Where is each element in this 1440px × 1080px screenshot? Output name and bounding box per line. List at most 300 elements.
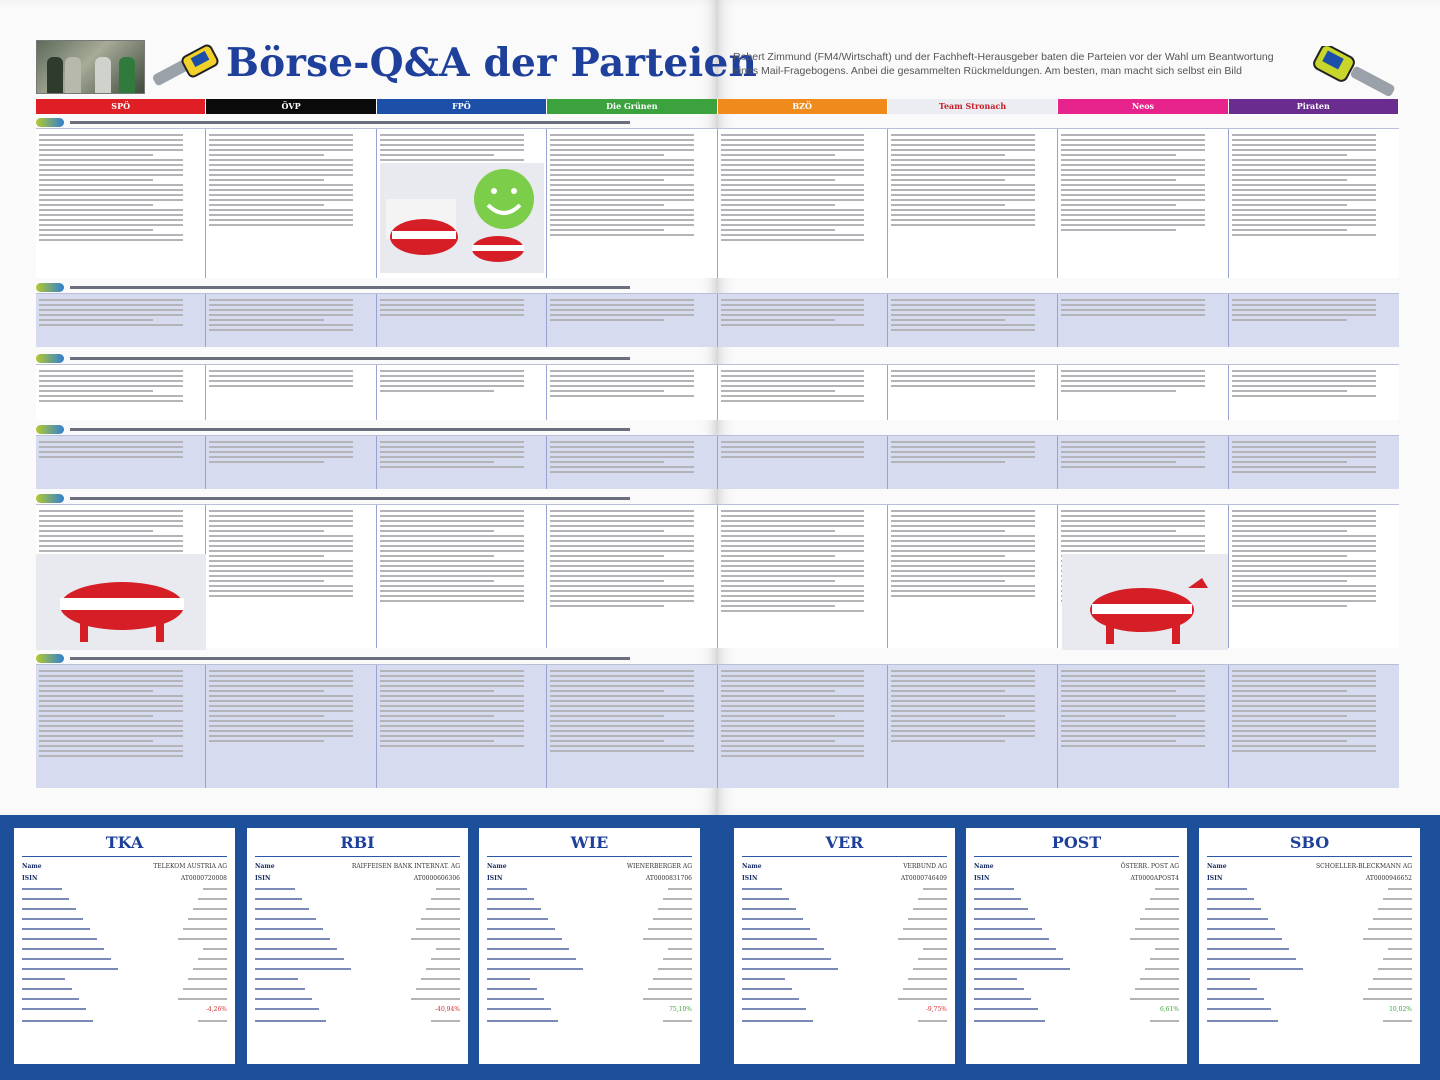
- answer-cell: [1058, 665, 1228, 788]
- answer-text-line: [891, 540, 1035, 542]
- answer-text-line: [891, 179, 1005, 181]
- answer-text-line: [39, 224, 183, 226]
- answer-text-line: [1061, 466, 1205, 468]
- stock-info-value: [1368, 988, 1412, 990]
- answer-text-line: [891, 134, 1035, 136]
- answer-text-line: [39, 700, 183, 702]
- stock-info-value: [1150, 1020, 1179, 1022]
- answer-text-line: [721, 735, 865, 737]
- stock-info-label: [255, 938, 330, 940]
- stock-info-label: [974, 1008, 1038, 1010]
- answer-text-line: [1232, 670, 1377, 672]
- question-heading: [36, 652, 1399, 665]
- question-badge-icon: [36, 494, 64, 503]
- answer-text-line: [891, 570, 1035, 572]
- answer-text-line: [721, 715, 835, 717]
- answer-text-line: [891, 461, 1005, 463]
- answer-text-line: [1232, 510, 1377, 512]
- answer-cell: [377, 294, 547, 347]
- answer-text-line: [1232, 319, 1347, 321]
- answer-text-line: [1061, 670, 1205, 672]
- stock-info-row: [22, 924, 227, 934]
- answer-text-line: [1232, 189, 1377, 191]
- answer-text-line: [39, 309, 183, 311]
- stock-info-label: [255, 898, 302, 900]
- stock-info-value: [1368, 928, 1412, 930]
- answer-text-line: [1061, 540, 1205, 542]
- answer-text-line: [1232, 299, 1377, 301]
- answer-text-line: [550, 725, 694, 727]
- stock-info-value: [1150, 958, 1179, 960]
- answer-text-line: [1061, 214, 1205, 216]
- answer-text-line: [891, 299, 1035, 301]
- answer-text-line: [39, 159, 183, 161]
- answer-text-line: [39, 144, 183, 146]
- answer-text-line: [891, 219, 1035, 221]
- answer-text-line: [1232, 740, 1347, 742]
- answer-text-line: [1061, 725, 1205, 727]
- answer-text-line: [1232, 471, 1377, 473]
- stock-info-label: [974, 938, 1049, 940]
- stock-info-label: [22, 898, 69, 900]
- answer-text-line: [1232, 229, 1347, 231]
- answer-text-line: [891, 565, 1035, 567]
- answer-text-line: [891, 530, 1005, 532]
- answer-text-line: [39, 395, 183, 397]
- stock-info-value: [1383, 958, 1412, 960]
- stock-info-label: [974, 1020, 1045, 1022]
- stock-info-value: [898, 938, 947, 940]
- answer-text-line: [1232, 309, 1377, 311]
- answer-text-line: [380, 134, 524, 136]
- stock-info-value: [1140, 978, 1179, 980]
- answer-text-line: [721, 319, 835, 321]
- answer-text-line: [1232, 540, 1377, 542]
- answer-text-line: [39, 680, 183, 682]
- answer-text-line: [1232, 385, 1377, 387]
- answer-text-line: [1232, 715, 1347, 717]
- answer-text-line: [550, 204, 664, 206]
- answer-text-line: [721, 154, 835, 156]
- answer-text-line: [1232, 461, 1347, 463]
- answer-text-line: [209, 139, 353, 141]
- answer-text-line: [39, 189, 183, 191]
- answer-text-line: [209, 585, 353, 587]
- stock-info-label: [742, 908, 796, 910]
- answer-text-line: [1232, 600, 1377, 602]
- answer-text-line: [209, 555, 323, 557]
- stock-info-value: [426, 968, 460, 970]
- answer-cell: [718, 505, 888, 648]
- answer-text-line: [891, 725, 1035, 727]
- answer-text-line: [1232, 685, 1377, 687]
- stock-info-label: [974, 958, 1063, 960]
- answer-text-line: [209, 545, 353, 547]
- answer-cell: [888, 665, 1058, 788]
- stock-info-label: [974, 928, 1042, 930]
- stock-info-label: Name: [1207, 863, 1227, 870]
- stock-info-value: [416, 988, 460, 990]
- stock-info-row: [487, 873, 692, 885]
- answer-text-line: [550, 680, 694, 682]
- answer-cell: [1229, 365, 1399, 420]
- card-divider: [742, 856, 947, 857]
- answer-text-line: [721, 189, 865, 191]
- stock-info-label: [974, 998, 1031, 1000]
- question-badge-icon: [36, 354, 64, 363]
- answer-text-line: [1061, 700, 1205, 702]
- answer-text-line: [721, 675, 865, 677]
- answer-text-line: [721, 385, 865, 387]
- answer-text-line: [39, 740, 153, 742]
- answer-text-line: [39, 520, 183, 522]
- microphone-icon: [150, 44, 220, 90]
- question-row: [36, 652, 1399, 788]
- answer-text-line: [209, 690, 323, 692]
- stock-info-value: [913, 968, 947, 970]
- answer-text-line: [209, 209, 353, 211]
- stock-info-row: [742, 974, 947, 984]
- stock-info-value: [923, 948, 947, 950]
- stock-info-value: [1135, 988, 1179, 990]
- answer-text-line: [39, 755, 183, 757]
- stock-info-row: [22, 1004, 227, 1016]
- answer-text-line: [550, 540, 694, 542]
- stock-info-label: [1207, 928, 1275, 930]
- stock-info-row: [1207, 924, 1412, 934]
- answer-text-line: [380, 710, 524, 712]
- header-photo: [36, 40, 145, 94]
- answer-text-line: [209, 540, 353, 542]
- answer-text-line: [1232, 159, 1377, 161]
- answer-text-line: [39, 179, 153, 181]
- stock-info-value: ÖSTERR. POST AG: [1120, 863, 1179, 870]
- stock-info-label: [1207, 978, 1250, 980]
- stock-info-label: [255, 928, 323, 930]
- stock-info-value: [198, 958, 227, 960]
- stock-info-label: [255, 888, 295, 890]
- answer-text-line: [550, 730, 694, 732]
- answer-text-line: [380, 375, 524, 377]
- answer-text-line: [1061, 380, 1205, 382]
- stock-info-value: [416, 928, 460, 930]
- answer-text-line: [891, 164, 1035, 166]
- answer-cell: [377, 436, 547, 489]
- answer-text-line: [550, 520, 694, 522]
- answer-text-line: [1232, 555, 1347, 557]
- answer-cell: [1058, 129, 1228, 278]
- answer-text-line: [891, 735, 1035, 737]
- stock-info-value: [903, 988, 947, 990]
- answer-cell: [206, 436, 376, 489]
- answer-text-line: [1232, 314, 1377, 316]
- answer-text-line: [891, 740, 1005, 742]
- answer-cell: [718, 365, 888, 420]
- answer-text-line: [209, 204, 323, 206]
- answer-text-line: [891, 510, 1035, 512]
- answer-text-line: [380, 441, 524, 443]
- answer-text-line: [891, 446, 1035, 448]
- answer-text-line: [209, 194, 353, 196]
- stock-info-row: [742, 934, 947, 944]
- stock-info-value: SCHOELLER-BLECKMANN AG: [1316, 863, 1412, 870]
- answer-text-line: [721, 680, 865, 682]
- answer-text-line: [550, 555, 664, 557]
- stock-info-label: [742, 938, 817, 940]
- answer-text-line: [891, 329, 1035, 331]
- answer-text-line: [550, 319, 664, 321]
- answer-text-line: [380, 715, 494, 717]
- stock-info-value: [411, 998, 460, 1000]
- stock-info-label: [22, 948, 104, 950]
- stock-info-label: [742, 918, 803, 920]
- answer-text-line: [209, 740, 323, 742]
- answer-cell: [1058, 365, 1228, 420]
- answer-text-line: [39, 441, 183, 443]
- answer-text-line: [1061, 149, 1205, 151]
- stock-info-value: [178, 998, 227, 1000]
- answer-text-line: [380, 540, 524, 542]
- stock-info-label: [22, 908, 76, 910]
- answer-text-line: [721, 525, 865, 527]
- answer-text-line: [721, 204, 835, 206]
- stock-info-label: [22, 998, 79, 1000]
- answer-text-line: [209, 144, 353, 146]
- party-column-header: Team Stronach: [888, 99, 1058, 114]
- bull-image: [36, 554, 206, 650]
- answer-text-line: [891, 209, 1035, 211]
- answer-text-line: [209, 700, 353, 702]
- answer-text-line: [1232, 560, 1377, 562]
- stock-info-row: [22, 984, 227, 994]
- answer-text-line: [209, 525, 353, 527]
- stock-info-label: [255, 918, 316, 920]
- answer-text-line: [39, 169, 183, 171]
- stock-info-label: [255, 958, 344, 960]
- bull-image: [1062, 554, 1228, 650]
- answer-text-line: [721, 510, 865, 512]
- stock-info-value: [908, 978, 947, 980]
- answer-text-line: [1232, 680, 1377, 682]
- answer-text-line: [380, 585, 524, 587]
- question-text: [70, 121, 630, 124]
- answer-text-line: [891, 730, 1035, 732]
- answer-text-line: [1061, 735, 1205, 737]
- answer-text-line: [891, 525, 1035, 527]
- stock-info-value: [918, 1020, 947, 1022]
- stock-info-row: [22, 904, 227, 914]
- question-badge-icon: [36, 425, 64, 434]
- answer-text-line: [1232, 370, 1377, 372]
- answer-text-line: [39, 385, 183, 387]
- answer-text-line: [380, 515, 524, 517]
- answer-text-line: [1061, 139, 1205, 141]
- answer-text-line: [550, 710, 694, 712]
- stock-info-row: [487, 994, 692, 1004]
- answer-text-line: [1061, 740, 1175, 742]
- answer-text-line: [1232, 520, 1377, 522]
- stock-info-value: [436, 948, 460, 950]
- card-divider: [487, 856, 692, 857]
- answer-text-line: [380, 451, 524, 453]
- answer-text-line: [380, 304, 524, 306]
- answer-text-line: [209, 590, 353, 592]
- answer-cell: [547, 436, 717, 489]
- answer-text-line: [721, 730, 865, 732]
- answer-text-line: [891, 380, 1035, 382]
- stock-card: [14, 828, 235, 1064]
- answer-text-line: [1232, 179, 1347, 181]
- answer-text-line: [380, 149, 524, 151]
- stock-info-row: [1207, 1016, 1412, 1026]
- answer-text-line: [1232, 174, 1377, 176]
- stock-info-value: [658, 968, 692, 970]
- answer-text-line: [721, 314, 865, 316]
- stock-info-label: [487, 968, 583, 970]
- answer-cell: [547, 365, 717, 420]
- stock-info-value: TELEKOM AUSTRIA AG: [153, 863, 227, 870]
- stock-info-value: [1130, 938, 1179, 940]
- stock-info-value: [663, 1020, 692, 1022]
- stock-info-row: [742, 944, 947, 954]
- answer-text-line: [209, 695, 353, 697]
- stock-info-value: [1140, 918, 1179, 920]
- stock-info-value: [668, 948, 692, 950]
- stock-info-label: [1207, 998, 1264, 1000]
- stock-ticker: POST: [1051, 833, 1102, 852]
- answer-cell: [1229, 436, 1399, 489]
- stock-info-value: [198, 1020, 227, 1022]
- stock-info-label: [22, 918, 83, 920]
- answer-text-line: [550, 560, 694, 562]
- answer-text-line: [550, 585, 694, 587]
- answer-text-line: [1232, 515, 1377, 517]
- answer-text-line: [1061, 710, 1205, 712]
- answer-cell: [36, 365, 206, 420]
- answer-text-line: [39, 314, 183, 316]
- answer-text-line: [209, 720, 353, 722]
- stock-info-label: [22, 958, 111, 960]
- answer-text-line: [209, 446, 353, 448]
- answer-text-line: [39, 715, 153, 717]
- answer-text-line: [891, 705, 1035, 707]
- answer-cell: [377, 505, 547, 648]
- stock-info-row: [742, 894, 947, 904]
- answer-text-line: [891, 670, 1035, 672]
- answer-text-line: [39, 370, 183, 372]
- answer-text-line: [1061, 705, 1205, 707]
- stock-info-value: AT0000746409: [900, 874, 947, 882]
- answer-text-line: [39, 134, 183, 136]
- answer-text-line: [1061, 370, 1205, 372]
- answer-cell: [1058, 436, 1228, 489]
- answer-text-line: [550, 600, 694, 602]
- stock-info-label: [487, 998, 544, 1000]
- answer-text-line: [550, 139, 694, 141]
- answer-text-line: [721, 560, 865, 562]
- answer-text-line: [721, 740, 835, 742]
- question-heading: [36, 281, 1399, 294]
- answer-text-line: [721, 725, 865, 727]
- stock-info-row: [255, 984, 460, 994]
- party-column-header: BZÖ: [718, 99, 888, 114]
- stock-info-value: AT0000720008: [180, 874, 227, 882]
- answer-text-line: [209, 174, 353, 176]
- stock-info-row: [742, 861, 947, 873]
- stock-info-row: [742, 954, 947, 964]
- card-divider: [22, 856, 227, 857]
- answer-text-line: [209, 451, 353, 453]
- answer-text-line: [891, 545, 1035, 547]
- stock-info-label: ISIN: [22, 874, 38, 882]
- answer-text-line: [891, 169, 1035, 171]
- answer-cell: [1229, 665, 1399, 788]
- answer-text-line: [550, 299, 694, 301]
- answer-text-line: [550, 705, 694, 707]
- answer-text-line: [1232, 745, 1377, 747]
- answer-text-line: [39, 209, 183, 211]
- answer-text-line: [721, 375, 865, 377]
- stock-info-value: [1383, 1020, 1412, 1022]
- stock-info-row: [742, 904, 947, 914]
- answer-text-line: [380, 680, 524, 682]
- answer-text-line: [39, 199, 183, 201]
- answer-text-line: [380, 575, 524, 577]
- question-text: [70, 497, 630, 500]
- answer-text-line: [721, 575, 865, 577]
- answer-text-line: [550, 575, 694, 577]
- answer-text-line: [1232, 446, 1377, 448]
- stock-info-row: [255, 884, 460, 894]
- answer-text-line: [550, 441, 694, 443]
- stock-info-row: [1207, 861, 1412, 873]
- stock-info-row: [974, 974, 1179, 984]
- stock-info-value: [653, 978, 692, 980]
- answer-cell: [547, 665, 717, 788]
- stock-card: [734, 828, 955, 1064]
- answer-text-line: [380, 720, 524, 722]
- party-column-header: ÖVP: [206, 99, 376, 114]
- stock-info-row: [255, 1016, 460, 1026]
- answer-text-line: [550, 189, 694, 191]
- answer-text-line: [380, 299, 524, 301]
- answer-text-line: [39, 214, 183, 216]
- answer-text-line: [39, 510, 183, 512]
- stock-info-value: [923, 888, 947, 890]
- answer-text-line: [891, 575, 1035, 577]
- answer-text-line: [209, 304, 353, 306]
- answer-text-line: [380, 370, 524, 372]
- answer-text-line: [209, 324, 353, 326]
- answer-text-line: [550, 750, 694, 752]
- stock-info-row: [255, 964, 460, 974]
- stock-info-row: [974, 1004, 1179, 1016]
- answer-text-line: [721, 239, 865, 241]
- answer-text-line: [39, 154, 153, 156]
- answer-text-line: [1232, 149, 1377, 151]
- answer-text-line: [209, 515, 353, 517]
- answer-text-line: [721, 605, 835, 607]
- answer-text-line: [209, 705, 353, 707]
- answer-text-line: [380, 560, 524, 562]
- answer-text-line: [209, 510, 353, 512]
- answer-text-line: [721, 535, 865, 537]
- answer-text-line: [550, 690, 664, 692]
- answer-text-line: [550, 380, 694, 382]
- stock-info-row: [255, 954, 460, 964]
- stock-info-row: [255, 1004, 460, 1016]
- answer-text-line: [380, 154, 494, 156]
